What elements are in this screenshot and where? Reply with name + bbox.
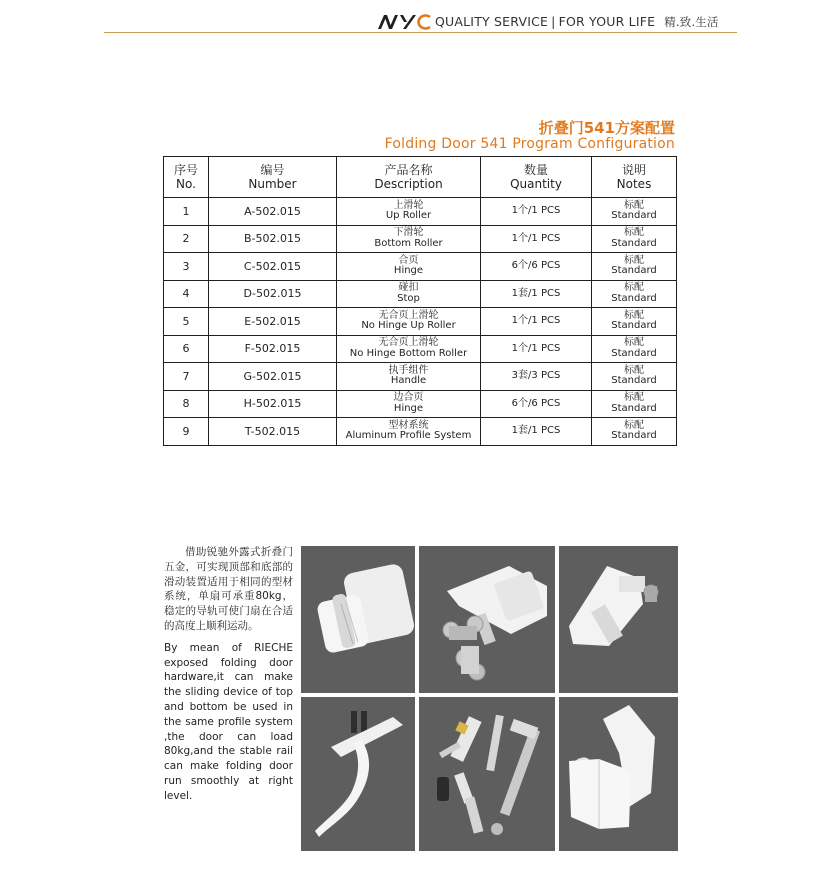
cell-description: 碰扣 Stop xyxy=(337,280,481,308)
col-header-quantity: 数量 Quantity xyxy=(481,157,592,198)
cell-notes: 标配 Standard xyxy=(592,253,677,281)
photo-stop-kit xyxy=(419,697,555,851)
col-header-description: 产品名称 Description xyxy=(337,157,481,198)
cell-no: 8 xyxy=(164,390,209,418)
cell-quantity: 6个/6 PCS xyxy=(481,390,592,418)
cell-number: E-502.015 xyxy=(209,308,337,336)
photo-top-roller xyxy=(419,546,555,693)
cell-quantity: 1套/1 PCS xyxy=(481,280,592,308)
col-header-notes: 说明 Notes xyxy=(592,157,677,198)
handle-image xyxy=(301,697,415,851)
corner-roller-image xyxy=(559,546,678,693)
table-row xyxy=(164,363,677,391)
cell-number: G-502.015 xyxy=(209,363,337,391)
table-row xyxy=(164,390,677,418)
cell-number: F-502.015 xyxy=(209,335,337,363)
cell-no: 9 xyxy=(164,418,209,446)
table-header-row xyxy=(164,157,677,198)
cell-description: 合页 Hinge xyxy=(337,253,481,281)
cell-notes: 标配 Standard xyxy=(592,418,677,446)
cell-no: 1 xyxy=(164,198,209,226)
cell-no: 6 xyxy=(164,335,209,363)
cell-quantity: 1个/1 PCS xyxy=(481,308,592,336)
cell-quantity: 6个/6 PCS xyxy=(481,253,592,281)
col-header-no: 序号 No. xyxy=(164,157,209,198)
cell-notes: 标配 Standard xyxy=(592,225,677,253)
cell-quantity: 1个/1 PCS xyxy=(481,225,592,253)
configuration-table xyxy=(163,156,677,446)
table-row xyxy=(164,418,677,446)
cell-no: 2 xyxy=(164,225,209,253)
header-divider xyxy=(104,32,737,33)
product-photo-grid xyxy=(301,546,678,851)
cell-number: T-502.015 xyxy=(209,418,337,446)
edge-hinge-image xyxy=(559,697,678,851)
table-row xyxy=(164,280,677,308)
cell-notes: 标配 Standard xyxy=(592,335,677,363)
nyc-logo xyxy=(376,14,432,30)
cell-number: B-502.015 xyxy=(209,225,337,253)
tagline-cn: 精.致.生活 xyxy=(664,15,719,29)
cell-description: 下滑轮 Bottom Roller xyxy=(337,225,481,253)
page-header xyxy=(376,12,719,32)
cell-notes: 标配 Standard xyxy=(592,198,677,226)
cell-no: 3 xyxy=(164,253,209,281)
cell-quantity: 1个/1 PCS xyxy=(481,198,592,226)
cell-description: 无合页上滑轮 No Hinge Bottom Roller xyxy=(337,335,481,363)
cell-description: 边合页 Hinge xyxy=(337,390,481,418)
page-title-en: Folding Door 541 Program Configuration xyxy=(384,136,675,152)
cell-quantity: 1套/1 PCS xyxy=(481,418,592,446)
photo-handle xyxy=(301,697,415,851)
cell-no: 7 xyxy=(164,363,209,391)
table-row xyxy=(164,225,677,253)
page-title-cn: 折叠门541方案配置 xyxy=(538,119,675,137)
cell-no: 4 xyxy=(164,280,209,308)
hinge-image xyxy=(301,546,415,693)
cell-notes: 标配 Standard xyxy=(592,280,677,308)
roller-image xyxy=(419,546,555,693)
cell-no: 5 xyxy=(164,308,209,336)
cell-quantity: 1个/1 PCS xyxy=(481,335,592,363)
photo-edge-hinge xyxy=(559,697,678,851)
table-row xyxy=(164,198,677,226)
description-cn: 借助锐驰外露式折叠门五金，可实现顶部和底部的滑动装置适用于相同的型材系统，单扇可承重80kg，稳定的导轨可使门扇在合适的高度上顺利运动。 xyxy=(164,546,293,632)
description-en: By mean of RIECHE exposed folding door hardware,it can make the sliding device of top and bottom be used in the same profile system ,the door can load 80kg,and the stable rail can make folding door run smoothly at right level. xyxy=(164,641,293,802)
table-row xyxy=(164,308,677,336)
cell-notes: 标配 Standard xyxy=(592,390,677,418)
cell-description: 上滑轮 Up Roller xyxy=(337,198,481,226)
cell-number: H-502.015 xyxy=(209,390,337,418)
product-description xyxy=(164,545,293,811)
table-row xyxy=(164,253,677,281)
cell-description: 执手组件 Handle xyxy=(337,363,481,391)
table-row xyxy=(164,335,677,363)
cell-description: 无合页上滑轮 No Hinge Up Roller xyxy=(337,308,481,336)
cell-number: C-502.015 xyxy=(209,253,337,281)
photo-corner-roller xyxy=(559,546,678,693)
cell-number: D-502.015 xyxy=(209,280,337,308)
col-header-number: 编号 Number xyxy=(209,157,337,198)
cell-description: 型材系统 Aluminum Profile System xyxy=(337,418,481,446)
cell-quantity: 3套/3 PCS xyxy=(481,363,592,391)
cell-notes: 标配 Standard xyxy=(592,308,677,336)
stop-kit-image xyxy=(419,697,555,851)
cell-notes: 标配 Standard xyxy=(592,363,677,391)
photo-hinge xyxy=(301,546,415,693)
tagline: QUALITY SERVICE | FOR YOUR LIFE 精.致.生活 xyxy=(435,14,719,29)
cell-number: A-502.015 xyxy=(209,198,337,226)
